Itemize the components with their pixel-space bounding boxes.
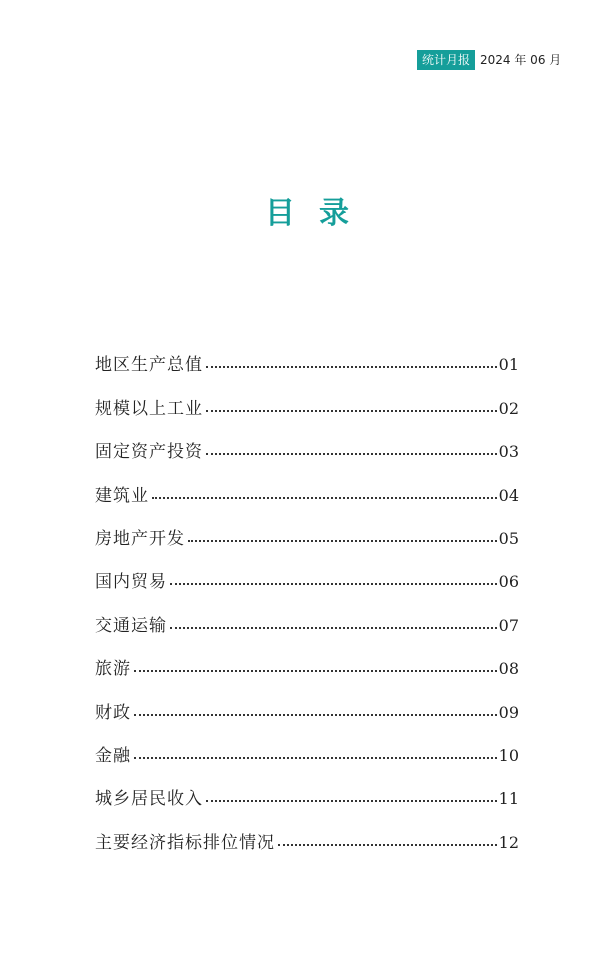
dot-leader	[134, 714, 497, 716]
toc-item-label: 财政	[95, 702, 131, 723]
toc-item-label: 规模以上工业	[95, 398, 203, 419]
toc-item-page: 02	[498, 398, 519, 418]
toc-item[interactable]	[95, 725, 519, 768]
dot-leader	[278, 844, 497, 846]
toc-item-label: 国内贸易	[95, 572, 167, 593]
toc-item-label: 金融	[95, 745, 131, 766]
toc-item[interactable]	[95, 377, 519, 420]
dot-leader	[170, 627, 497, 629]
toc-item-page: 09	[498, 702, 519, 722]
dot-leader	[206, 453, 497, 455]
dot-leader	[206, 366, 497, 368]
toc-item-label: 建筑业	[95, 485, 149, 506]
report-header	[417, 50, 561, 70]
toc-item-label: 房地产开发	[95, 528, 185, 549]
toc-item-page: 01	[498, 355, 519, 375]
toc-item-page: 05	[498, 528, 519, 548]
toc-item-page: 12	[498, 832, 519, 852]
toc-item[interactable]	[95, 768, 519, 811]
toc-item[interactable]	[95, 334, 519, 377]
toc-item[interactable]	[95, 638, 519, 681]
toc-item-label: 地区生产总值	[95, 355, 203, 376]
toc-item-page: 10	[498, 745, 519, 765]
toc-item-page: 04	[498, 485, 519, 505]
toc-item-page: 11	[498, 789, 519, 809]
dot-leader	[188, 540, 497, 542]
table-of-contents	[95, 334, 519, 855]
toc-item[interactable]	[95, 421, 519, 464]
toc-item-page: 08	[498, 659, 519, 679]
toc-item[interactable]	[95, 594, 519, 637]
toc-item[interactable]	[95, 551, 519, 594]
dot-leader	[206, 410, 497, 412]
toc-item[interactable]	[95, 681, 519, 724]
dot-leader	[206, 800, 497, 802]
dot-leader	[134, 670, 497, 672]
toc-item-label: 旅游	[95, 659, 131, 680]
page-title: 目录	[265, 196, 373, 231]
report-type-badge: 统计月报	[417, 50, 475, 70]
toc-item-label: 主要经济指标排位情况	[95, 832, 275, 853]
toc-item[interactable]	[95, 464, 519, 507]
dot-leader	[170, 583, 497, 585]
report-date: 2024 年 06 月	[480, 53, 562, 67]
toc-item-label: 交通运输	[95, 615, 167, 636]
toc-item-page: 06	[498, 572, 519, 592]
toc-item[interactable]	[95, 508, 519, 551]
toc-item-label: 城乡居民收入	[95, 789, 203, 810]
toc-item-page: 07	[498, 615, 519, 635]
toc-item-label: 固定资产投资	[95, 442, 203, 463]
toc-item[interactable]	[95, 811, 519, 854]
dot-leader	[134, 757, 497, 759]
dot-leader	[152, 497, 497, 499]
toc-item-page: 03	[498, 442, 519, 462]
